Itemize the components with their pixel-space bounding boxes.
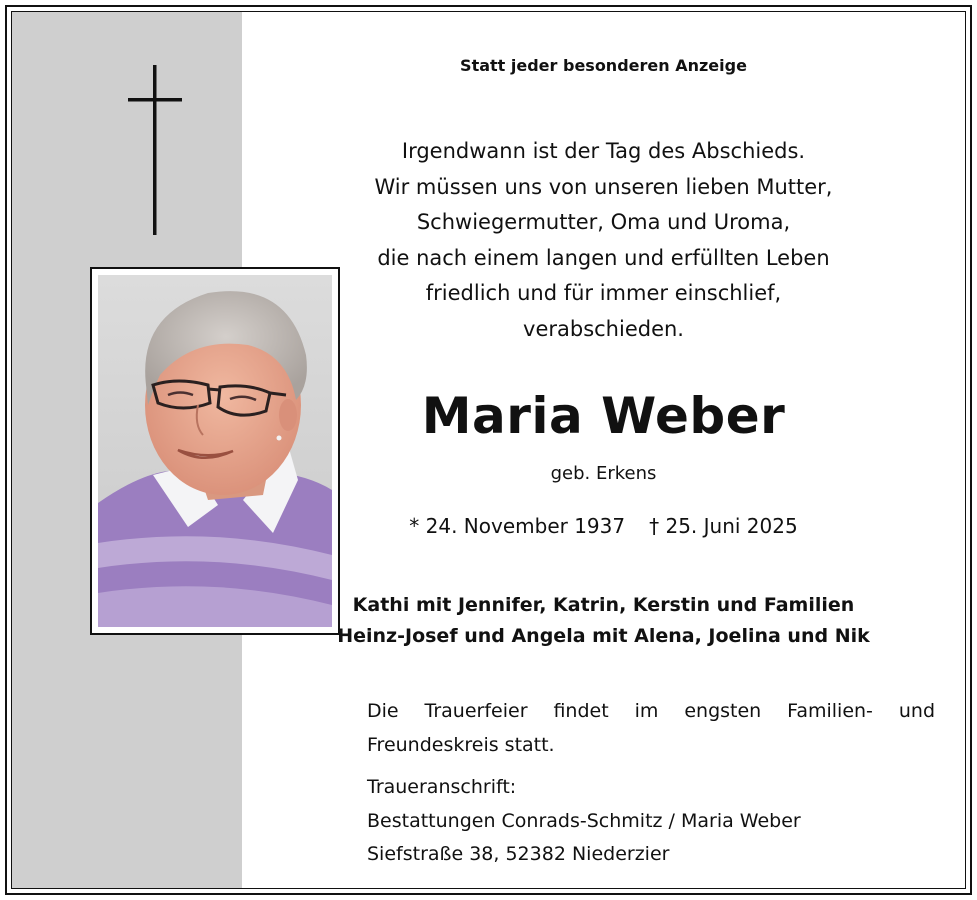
mourner-line: Heinz-Josef und Angela mit Alena, Joelina und Nik	[337, 625, 870, 647]
address-line: Bestattungen Conrads-Schmitz / Maria Weber	[367, 809, 801, 832]
obituary-outer-frame	[5, 5, 972, 895]
poem-line: Wir müssen uns von unseren lieben Mutter,	[374, 174, 833, 199]
mourning-address	[367, 771, 935, 872]
poem-line: die nach einem langen und erfüllten Leben	[377, 245, 830, 270]
preface-heading: Statt jeder besonderen Anzeige	[460, 56, 747, 75]
poem-line: friedlich und für immer einschlief,	[425, 281, 782, 305]
mourners	[242, 590, 965, 652]
address-label: Traueranschrift:	[367, 776, 517, 798]
poem	[242, 134, 965, 347]
poem-line: Irgendwann ist der Tag des Abschieds.	[401, 139, 806, 163]
obituary-card	[11, 11, 966, 889]
deceased-name: Maria Weber	[421, 387, 786, 445]
birth-name: geb. Erkens	[550, 463, 657, 484]
obituary-text-column	[242, 12, 965, 888]
mourner-line: Kathi mit Jennifer, Katrin, Kerstin und Familien	[352, 594, 855, 616]
cross-icon	[128, 65, 182, 235]
life-dates	[242, 514, 965, 538]
address-line: Siefstraße 38, 52382 Niederzier	[367, 843, 670, 865]
death-date: † 25. Juni 2025	[649, 514, 798, 538]
birth-date: * 24. November 1937	[409, 514, 626, 538]
poem-line: verabschieden.	[523, 316, 684, 341]
side-band	[12, 12, 242, 888]
poem-line: Schwiegermutter, Oma und Uroma,	[416, 210, 791, 234]
funeral-notice: Die Trauerfeier findet im engsten Familien- und Freundeskreis statt.	[367, 700, 935, 756]
